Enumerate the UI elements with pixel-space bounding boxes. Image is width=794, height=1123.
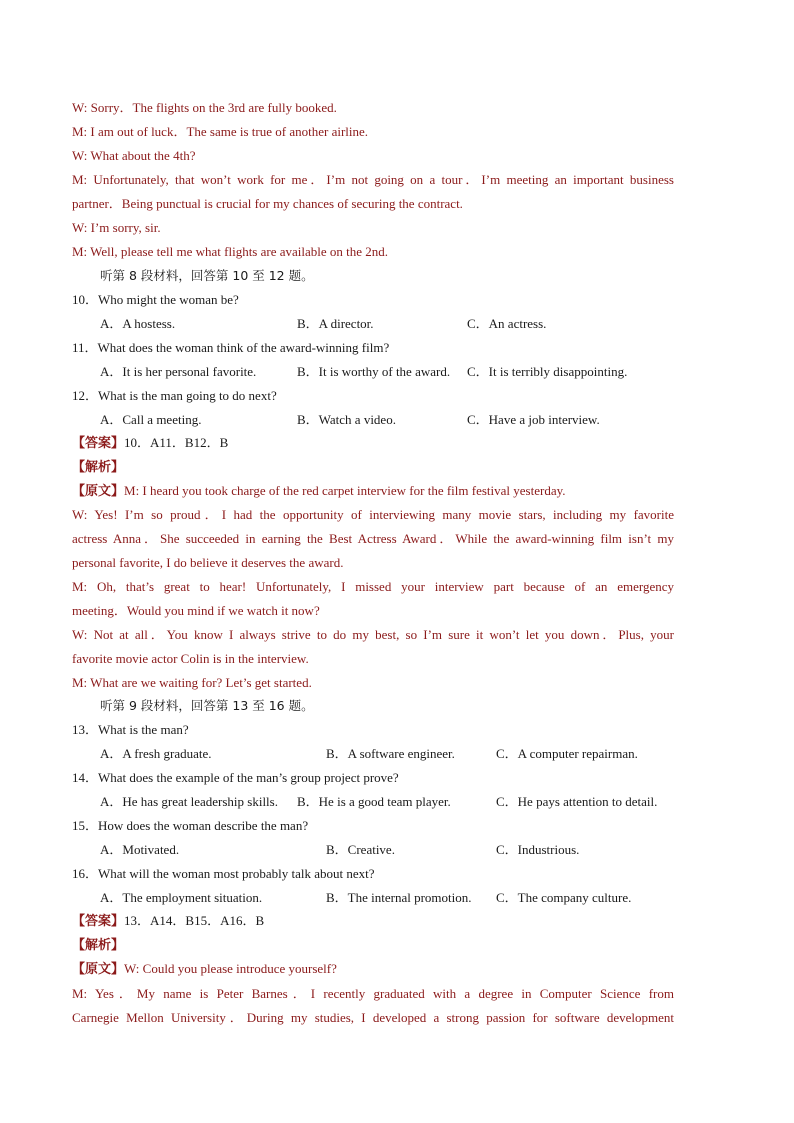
original-line: [72, 961, 337, 978]
transcript-line: M: Yes．My name is Peter Barnes．I recently graduated with a degree in Computer Science from: [72, 986, 674, 1001]
question: 14．What does the example of the man’s group project prove?: [72, 770, 399, 785]
option-b: B．Watch a video.: [297, 412, 396, 427]
answer-text: 10．A11．B12．B: [124, 435, 229, 450]
original-line: [72, 483, 566, 500]
question: 16．What will the woman most probably talk about next?: [72, 866, 375, 881]
transcript-line: W: Yes! I’m so proud．I had the opportunity of interviewing many movie stars, including my favorite: [72, 507, 674, 522]
answer-line: [72, 435, 228, 452]
option-a: A．A fresh graduate.: [100, 746, 212, 761]
option-c: C．Have a job interview.: [467, 412, 600, 427]
option-a: A．He has great leadership skills.: [100, 794, 278, 809]
analysis-tag: 【解析】: [72, 938, 125, 953]
option-b: B．Creative.: [326, 842, 395, 857]
answer-line: [72, 913, 264, 930]
option-a: A．Call a meeting.: [100, 412, 202, 427]
transcript-line: W: Sorry．The flights on the 3rd are fully booked.: [72, 100, 337, 115]
transcript-line: M: Well, please tell me what flights are available on the 2nd.: [72, 244, 389, 259]
transcript-line: W: Not at all．You know I always strive to do my best, so I’m sure it won’t let you down．Plus, your: [72, 627, 674, 642]
analysis-line: [72, 937, 124, 954]
answer-tag: 【答案】: [72, 914, 125, 929]
question: 12．What is the man going to do next?: [72, 388, 277, 403]
original-tag: 【原文】: [72, 962, 125, 977]
transcript-line: W: I’m sorry, sir.: [72, 220, 161, 235]
question: 11．What does the woman think of the award-winning film?: [72, 340, 390, 355]
option-c: C．A computer repairman.: [496, 746, 638, 761]
transcript-text: W: Could you please introduce yourself?: [124, 961, 337, 976]
option-c: C．It is terribly disappointing.: [467, 364, 628, 379]
transcript-line: M: Oh, that’s great to hear! Unfortunately, I missed your interview part because of an emergency: [72, 579, 674, 594]
analysis-tag: 【解析】: [72, 460, 125, 475]
transcript-line: M: I am out of luck．The same is true of another airline.: [72, 124, 369, 139]
option-a: A．Motivated.: [100, 842, 180, 857]
transcript-line: actress Anna．She succeeded in earning the Best Actress Award．While the award-winning film isn’t my: [72, 531, 674, 546]
option-a: A．The employment situation.: [100, 890, 263, 905]
transcript-line: W: What about the 4th?: [72, 148, 196, 163]
analysis-line: [72, 459, 124, 476]
option-c: C．An actress.: [467, 316, 547, 331]
transcript-line: personal favorite, I do believe it deserves the award.: [72, 555, 344, 570]
option-b: B．It is worthy of the award.: [297, 364, 451, 379]
option-c: C．He pays attention to detail.: [496, 794, 658, 809]
transcript-line: Carnegie Mellon University．During my studies, I developed a strong passion for software development: [72, 1010, 674, 1025]
original-tag: 【原文】: [72, 484, 125, 499]
transcript-line: meeting．Would you mind if we watch it now?: [72, 603, 320, 618]
option-b: B．He is a good team player.: [297, 794, 451, 809]
transcript-line: M: Unfortunately, that won’t work for me．I’m not going on a tour．I’m meeting an important business: [72, 172, 674, 187]
option-a: A．A hostess.: [100, 316, 176, 331]
transcript-text: M: I heard you took charge of the red carpet interview for the film festival yesterday.: [124, 483, 566, 498]
option-b: B．A director.: [297, 316, 374, 331]
option-c: C．The company culture.: [496, 890, 632, 905]
option-a: A．It is her personal favorite.: [100, 364, 257, 379]
option-c: C．Industrious.: [496, 842, 580, 857]
answer-text: 13．A14．B15．A16．B: [124, 913, 265, 928]
transcript-line: M: What are we waiting for? Let’s get started.: [72, 675, 312, 690]
option-b: B．The internal promotion.: [326, 890, 472, 905]
question: 13．What is the man?: [72, 722, 189, 737]
section-heading: 听第 8 段材料，回答第 10 至 12 题。: [100, 268, 314, 283]
transcript-line: favorite movie actor Colin is in the interview.: [72, 651, 309, 666]
transcript-line: partner．Being punctual is crucial for my chances of securing the contract.: [72, 196, 463, 211]
question: 15．How does the woman describe the man?: [72, 818, 309, 833]
section-heading: 听第 9 段材料，回答第 13 至 16 题。: [100, 698, 314, 713]
question: 10．Who might the woman be?: [72, 292, 239, 307]
answer-tag: 【答案】: [72, 436, 125, 451]
option-b: B．A software engineer.: [326, 746, 455, 761]
